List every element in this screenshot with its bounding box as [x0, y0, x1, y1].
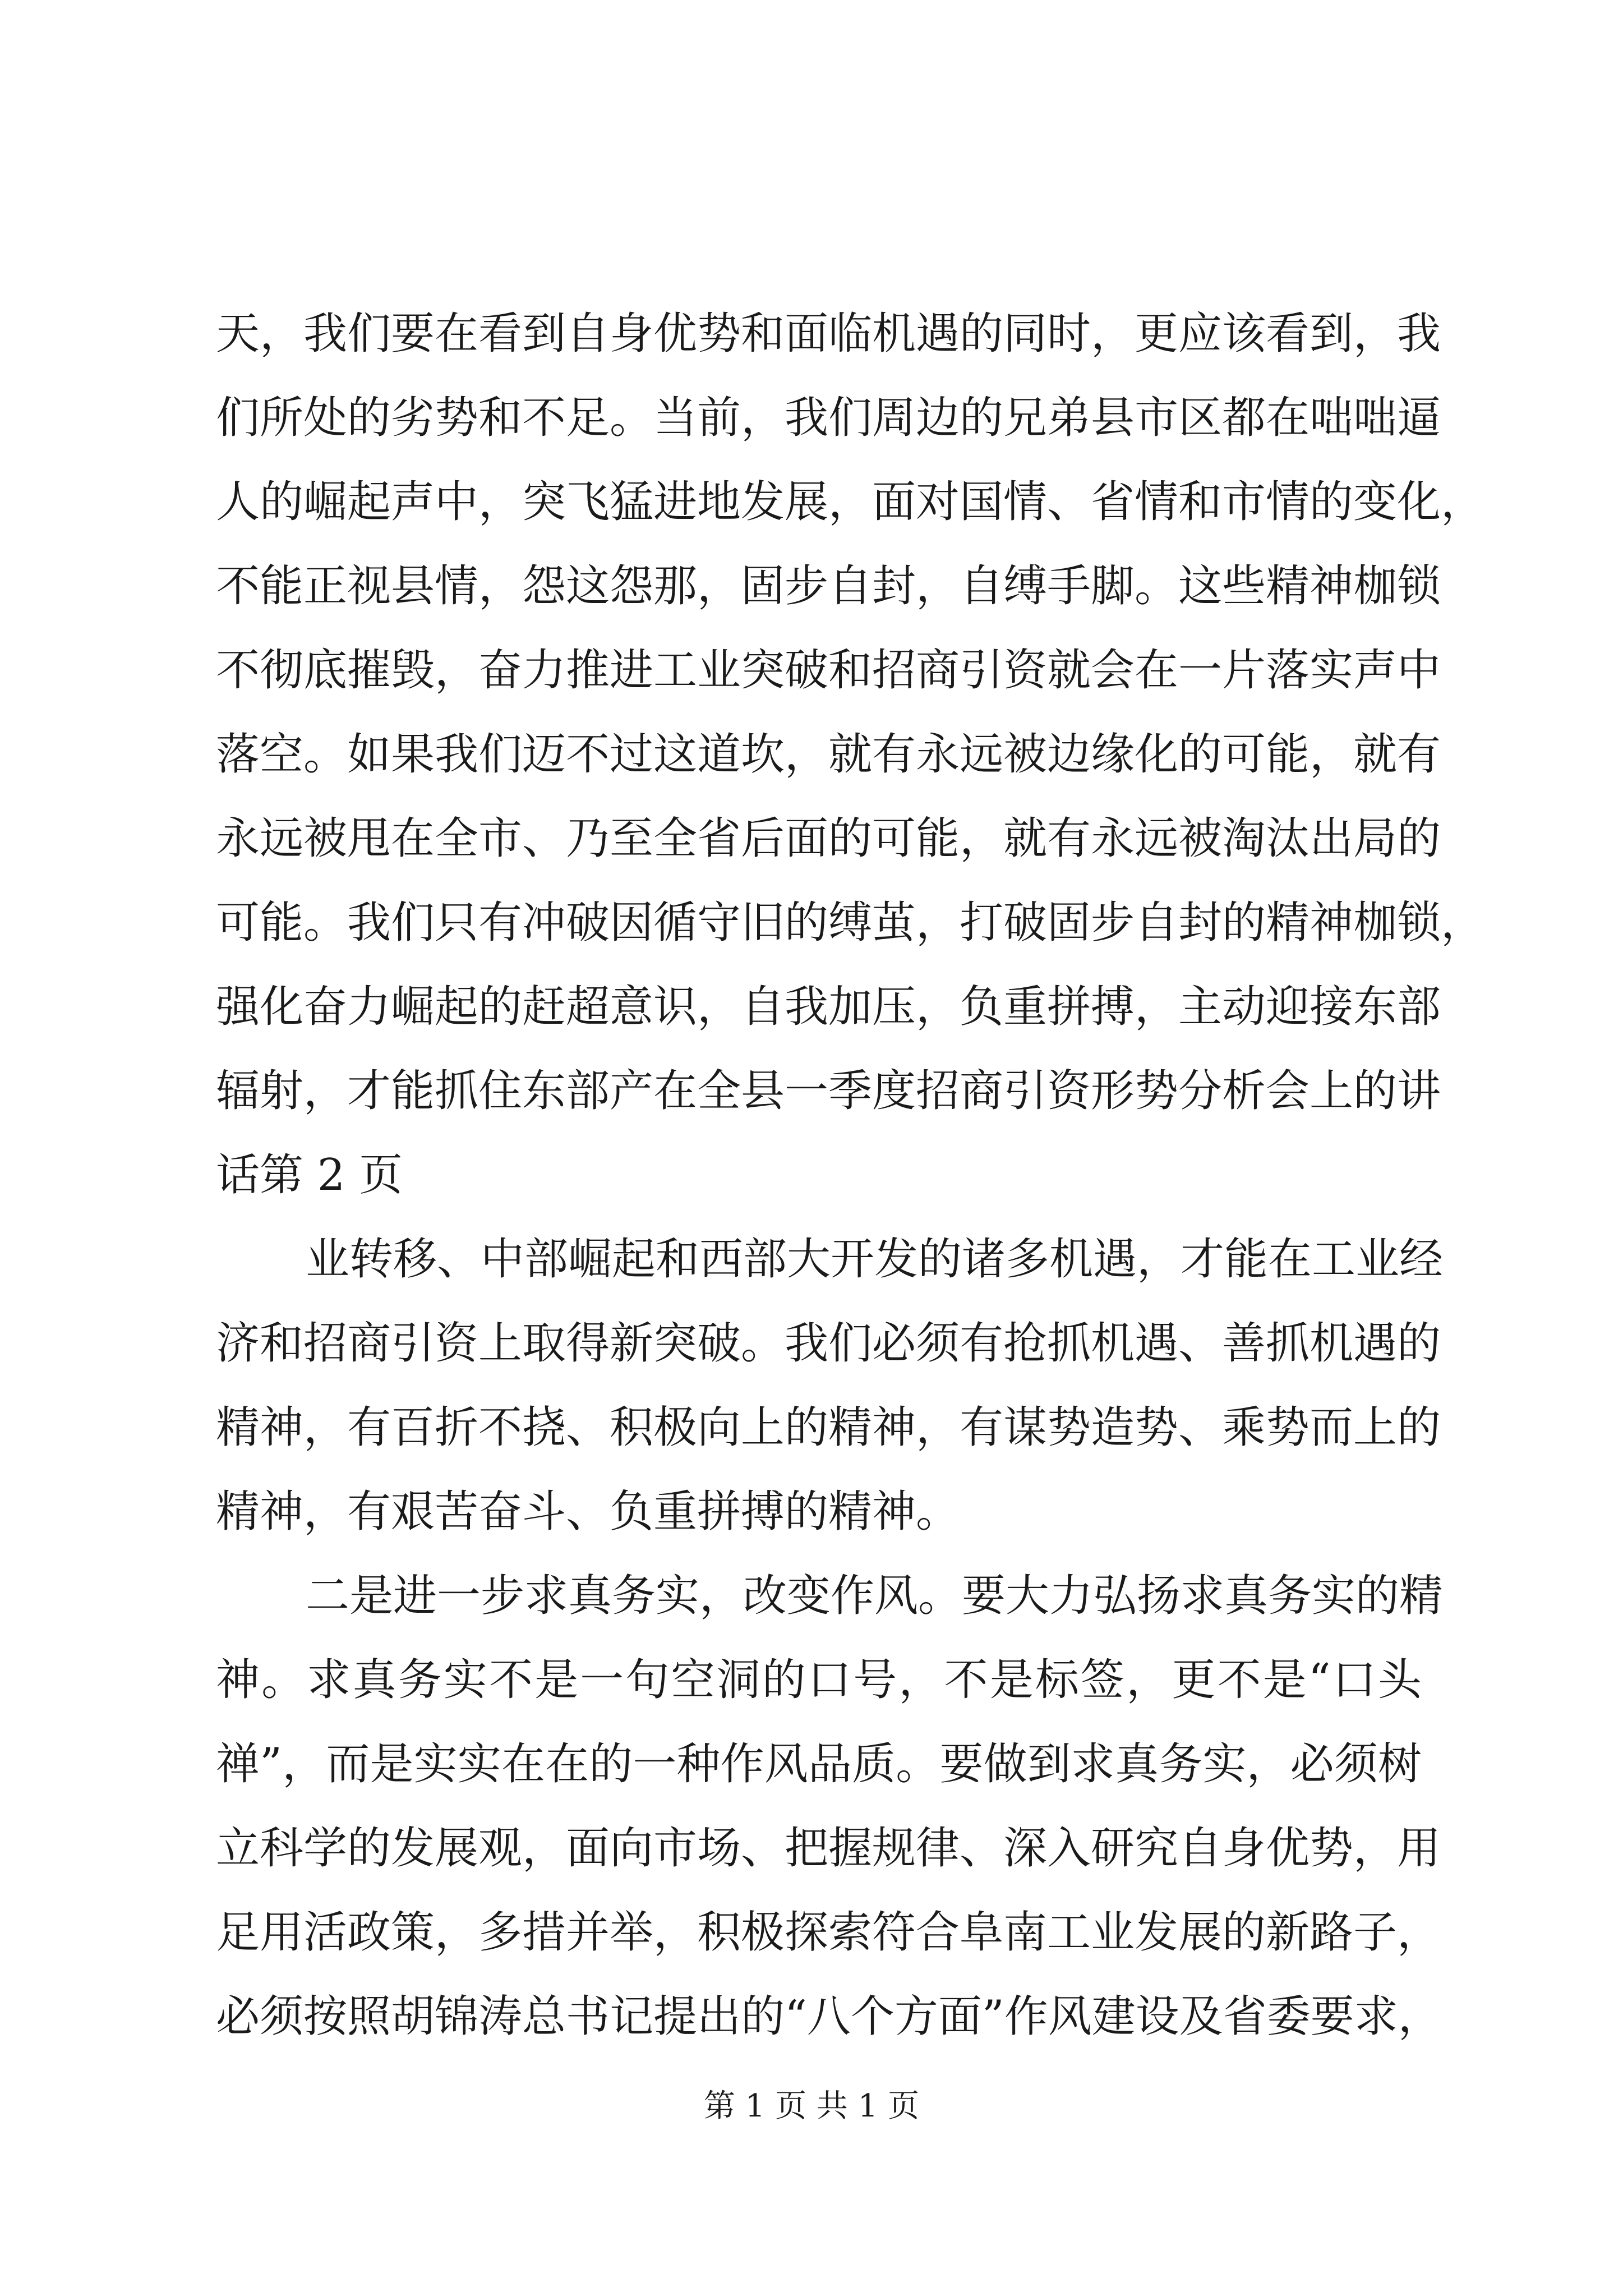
- body-text: [216, 292, 1485, 2059]
- text-line: 不彻底摧毁，奋力推进工业突破和招商引资就会在一片落实声中: [216, 645, 1441, 696]
- text-line: 神。求真务实不是一句空洞的口号，不是标签，更不是“口头: [216, 1655, 1422, 1705]
- text-line: 辐射，才能抓住东部产在全县一季度招商引资形势分析会上的讲: [216, 1066, 1441, 1116]
- text-line: 人的崛起声中，突飞猛进地发展，面对国情、省情和市情的变化，: [216, 477, 1485, 527]
- paragraph-first-line: 二是进一步求真务实，改变作风。要大力弘扬求真务实的精: [306, 1571, 1444, 1621]
- text-line: 精神，有艰苦奋斗、负重拼搏的精神。: [216, 1487, 960, 1537]
- text-line: 永远被甩在全市、乃至全省后面的可能，就有永远被淘汰出局的: [216, 813, 1441, 864]
- text-line: 必须按照胡锦涛总书记提出的“八个方面”作风建设及省委要求，: [216, 1991, 1442, 2042]
- text-line: 天，我们要在看到自身优势和面临机遇的同时，更应该看到，我: [216, 309, 1441, 359]
- text-line: 们所处的劣势和不足。当前，我们周边的兄弟县市区都在咄咄逼: [216, 393, 1441, 443]
- text-line: 落空。如果我们迈不过这道坎，就有永远被边缘化的可能，就有: [216, 729, 1441, 780]
- text-line: 立科学的发展观，面向市场、把握规律、深入研究自身优势，用: [216, 1823, 1441, 1874]
- text-line: 话第 2 页: [216, 1150, 403, 1200]
- text-line: 强化奋力崛起的赶超意识，自我加压，负重拼搏，主动迎接东部: [216, 982, 1441, 1032]
- text-line: 济和招商引资上取得新突破。我们必须有抢抓机遇、善抓机遇的: [216, 1318, 1441, 1369]
- text-line: 精神，有百折不挠、积极向上的精神，有谋势造势、乘势而上的: [216, 1402, 1441, 1453]
- page-footer: 第 1 页 共 1 页: [703, 2088, 920, 2124]
- text-line: 足用活政策，多措并举，积极探索符合阜南工业发展的新路子，: [216, 1907, 1441, 1958]
- text-line: 禅”，而是实实在在的一种作风品质。要做到求真务实，必须树: [216, 1739, 1422, 1789]
- text-line: 不能正视县情，怨这怨那，固步自封，自缚手脚。这些精神枷锁: [216, 561, 1441, 611]
- text-line: 可能。我们只有冲破因循守旧的缚茧，打破固步自封的精神枷锁，: [216, 898, 1485, 948]
- paragraph-first-line: 业转移、中部崛起和西部大开发的诸多机遇，才能在工业经: [306, 1234, 1444, 1285]
